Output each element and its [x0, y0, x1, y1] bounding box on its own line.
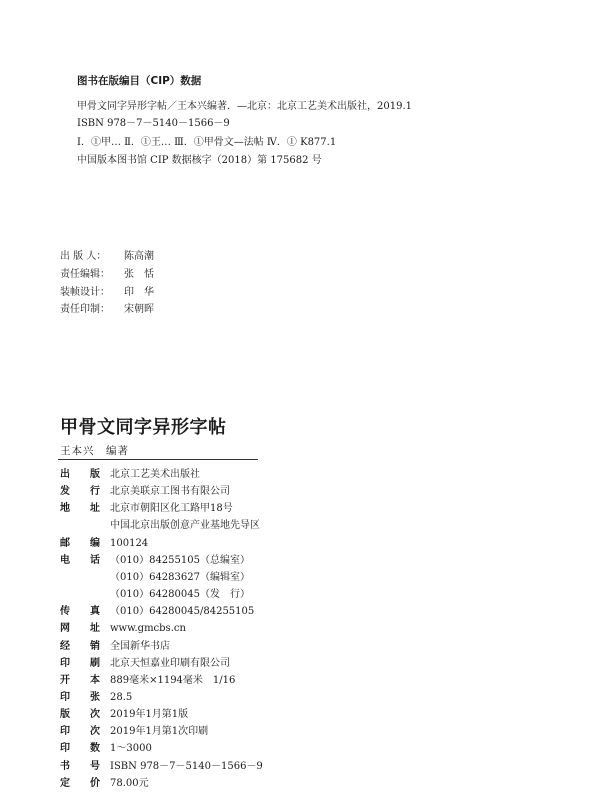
publication-row	[60, 722, 208, 737]
publication-row	[60, 774, 149, 789]
publication-row	[60, 602, 254, 617]
book-title: 甲骨文同字异形字帖	[60, 417, 227, 438]
publication-label: 地址	[60, 503, 100, 515]
publication-value: 北京工艺美术出版社	[110, 469, 200, 480]
publication-value: 100124	[110, 537, 149, 549]
staff-row	[60, 300, 154, 315]
staff-value: 陈高潮	[124, 251, 154, 262]
publication-value: 中国北京出版创意产业基地先导区	[110, 520, 260, 532]
publication-label: 开本	[60, 674, 100, 686]
staff-label: 装帧设计：	[60, 287, 110, 298]
publication-row	[60, 551, 250, 566]
publication-value: 78.00元	[110, 777, 149, 789]
publication-value: 1～3000	[110, 743, 152, 755]
publication-label: 印张	[60, 691, 100, 703]
publication-value: 2019年1月第1版	[110, 709, 189, 721]
publication-value: 889毫米×1194毫米 1/16	[110, 674, 236, 686]
publication-row	[60, 482, 230, 497]
publication-label: 网址	[60, 623, 100, 635]
publication-row	[60, 516, 260, 531]
publication-label: 印数	[60, 743, 100, 755]
staff-value: 张 恬	[124, 269, 154, 280]
staff-label: 出 版 人：	[60, 251, 107, 262]
publication-value: 全国新华书店	[110, 640, 170, 652]
cip-heading: 图书在版编目（CIP）数据	[77, 75, 202, 87]
publication-value: 北京美联京工图书有限公司	[110, 486, 230, 498]
publication-row	[60, 585, 250, 600]
publication-label: 发行	[60, 486, 100, 498]
publication-value: 2019年1月第1次印刷	[110, 726, 209, 738]
staff-value: 印 华	[124, 287, 154, 298]
publication-value: （010）64280045（发 行）	[110, 589, 250, 601]
publication-label: 电话	[60, 554, 100, 566]
publication-label: 出版	[60, 469, 100, 480]
publication-value: 北京市朝阳区化工路甲18号	[110, 503, 233, 515]
publication-row	[60, 688, 132, 703]
cip-line: Ⅰ．①甲… Ⅱ．①王… Ⅲ．①甲骨文—法帖 Ⅳ．① K877.1	[77, 137, 337, 148]
publication-row	[60, 757, 263, 772]
publication-row	[60, 637, 170, 652]
publication-row	[60, 619, 186, 634]
publication-row	[60, 739, 152, 754]
publication-value: （010）64283627（编辑室）	[110, 571, 250, 583]
publication-row	[60, 465, 200, 480]
publication-value: （010）64280045/84255105	[110, 606, 255, 618]
staff-value: 宋朝晖	[124, 304, 154, 315]
publication-label: 书号	[60, 760, 100, 772]
publication-label: 经销	[60, 640, 100, 652]
staff-label: 责任编辑：	[60, 269, 110, 280]
publication-value: 28.5	[110, 691, 133, 703]
cip-line: 甲骨文同字异形字帖／王本兴编著．—北京：北京工艺美术出版社，2019.1	[77, 101, 412, 112]
publication-row	[60, 705, 188, 720]
publication-row	[60, 568, 250, 583]
publication-value: www.gmcbs.cn	[110, 623, 186, 635]
staff-row	[60, 265, 154, 280]
book-author: 王本兴 编著	[60, 445, 129, 457]
divider	[58, 459, 258, 460]
staff-label: 责任印制：	[60, 304, 110, 315]
publication-label: 印次	[60, 726, 100, 738]
publication-label: 定价	[60, 777, 100, 789]
publication-value: （010）84255105（总编室）	[110, 554, 250, 566]
publication-row	[60, 654, 230, 669]
publication-row	[60, 671, 235, 686]
staff-row	[60, 247, 154, 262]
publication-row	[60, 534, 148, 549]
publication-label: 版次	[60, 709, 100, 721]
cip-line: ISBN 978－7－5140－1566－9	[77, 118, 230, 129]
cip-line: 中国版本图书馆 CIP 数据核字（2018）第 175682 号	[77, 155, 322, 166]
publication-value: 北京天恒嘉业印刷有限公司	[110, 657, 230, 669]
publication-row	[60, 499, 233, 514]
staff-row	[60, 283, 154, 298]
publication-label: 邮编	[60, 537, 100, 549]
publication-label: 传真	[60, 606, 100, 618]
publication-value: ISBN 978－7－5140－1566－9	[110, 760, 263, 772]
publication-label: 印刷	[60, 657, 100, 669]
